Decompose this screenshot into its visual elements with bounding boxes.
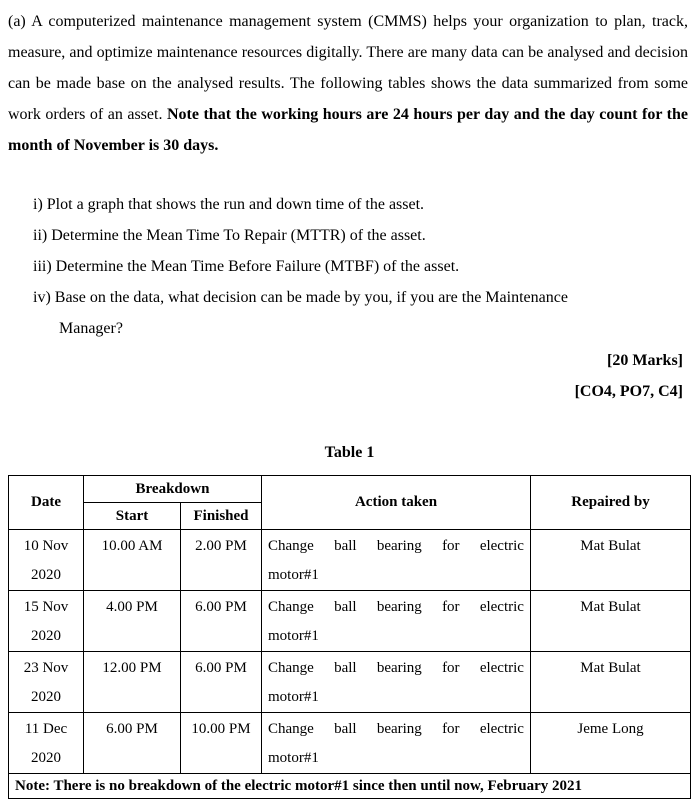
action-line-2: motor#1 xyxy=(268,750,319,766)
action-word: bearing xyxy=(376,660,422,676)
action-word: ball xyxy=(334,599,357,615)
subpart-iv-cont: Manager? xyxy=(59,320,123,337)
header-repaired-by: Repaired by xyxy=(531,476,691,530)
finished-cell: 6.00 PM xyxy=(181,591,262,652)
finished-cell: 6.00 PM xyxy=(181,652,262,713)
subpart-i: i) Plot a graph that shows the run and down time of the asset. xyxy=(33,196,425,213)
subpart-iv: iv) Base on the data, what decision can be made by you, if you are the Maintenance xyxy=(33,289,568,306)
finished-cell: 2.00 PM xyxy=(181,530,262,591)
date-year: 2020 xyxy=(31,689,61,705)
date-cell xyxy=(9,713,84,774)
header-breakdown: Breakdown xyxy=(84,476,262,503)
marks: [20 Marks] xyxy=(607,352,683,369)
action-word: ball xyxy=(334,538,357,554)
work-order-table xyxy=(8,475,691,799)
action-word: ball xyxy=(334,660,357,676)
action-cell xyxy=(262,652,531,713)
repaired-by-cell: Mat Bulat xyxy=(531,530,691,591)
date-cell xyxy=(9,591,84,652)
repaired-by-cell: Mat Bulat xyxy=(531,652,691,713)
start-cell: 10.00 AM xyxy=(84,530,181,591)
action-word: for xyxy=(442,599,460,615)
header-finished: Finished xyxy=(181,503,262,530)
date-cell xyxy=(9,530,84,591)
action-word: Change xyxy=(268,660,314,676)
action-word: bearing xyxy=(376,721,422,737)
table-title: Table 1 xyxy=(324,444,375,461)
note-row xyxy=(9,774,691,799)
table-row xyxy=(9,652,691,713)
action-word: ball xyxy=(334,721,357,737)
date-year: 2020 xyxy=(31,567,61,583)
table-row xyxy=(9,530,691,591)
date-day: 11 Dec xyxy=(24,721,68,737)
action-word: electric xyxy=(479,538,524,554)
date-year: 2020 xyxy=(31,628,61,644)
start-cell: 6.00 PM xyxy=(84,713,181,774)
question-intro xyxy=(8,6,688,161)
action-word: for xyxy=(442,538,460,554)
start-cell: 4.00 PM xyxy=(84,591,181,652)
question-label: (a) xyxy=(8,13,26,30)
start-cell: 12.00 PM xyxy=(84,652,181,713)
repaired-by-cell: Mat Bulat xyxy=(531,591,691,652)
intro-note: Note that the working hours are 24 hours per day and the day count for the month of November is 30 days. xyxy=(8,106,689,154)
subpart-iii: iii) Determine the Mean Time Before Failure (MTBF) of the asset. xyxy=(33,258,460,275)
action-cell xyxy=(262,713,531,774)
course-outcomes: [CO4, PO7, C4] xyxy=(574,383,683,400)
action-line-2: motor#1 xyxy=(268,689,319,705)
header-action: Action taken xyxy=(262,476,531,530)
date-day: 10 Nov xyxy=(23,538,69,554)
date-cell xyxy=(9,652,84,713)
action-word: electric xyxy=(479,660,524,676)
date-day: 23 Nov xyxy=(23,660,69,676)
action-line-2: motor#1 xyxy=(268,567,319,583)
action-cell xyxy=(262,591,531,652)
table-row xyxy=(9,713,691,774)
repaired-by-cell: Jeme Long xyxy=(531,713,691,774)
header-date: Date xyxy=(9,476,84,530)
table-row xyxy=(9,591,691,652)
action-line-2: motor#1 xyxy=(268,628,319,644)
action-word: for xyxy=(442,660,460,676)
subpart-ii: ii) Determine the Mean Time To Repair (MTTR) of the asset. xyxy=(33,227,426,244)
table-note: Note: There is no breakdown of the electric motor#1 since then until now, February 2021 xyxy=(9,774,691,799)
intro-text: A computerized maintenance management system (CMMS) helps your organization to plan, track, measure, and optimize maintenance resources digitally. There are many data can be analysed and decision can be made base on the analysed results. The following tables shows the data summarized from some work orders of an asset. xyxy=(8,13,688,123)
action-word: Change xyxy=(268,599,314,615)
date-year: 2020 xyxy=(31,750,61,766)
action-word: Change xyxy=(268,538,314,554)
action-word: electric xyxy=(479,599,524,615)
date-day: 15 Nov xyxy=(23,599,69,615)
finished-cell: 10.00 PM xyxy=(181,713,262,774)
action-word: for xyxy=(442,721,460,737)
question-block xyxy=(8,6,688,161)
action-cell xyxy=(262,530,531,591)
action-word: electric xyxy=(479,721,524,737)
action-word: bearing xyxy=(376,599,422,615)
action-word: bearing xyxy=(376,538,422,554)
action-word: Change xyxy=(268,721,314,737)
header-start: Start xyxy=(84,503,181,530)
